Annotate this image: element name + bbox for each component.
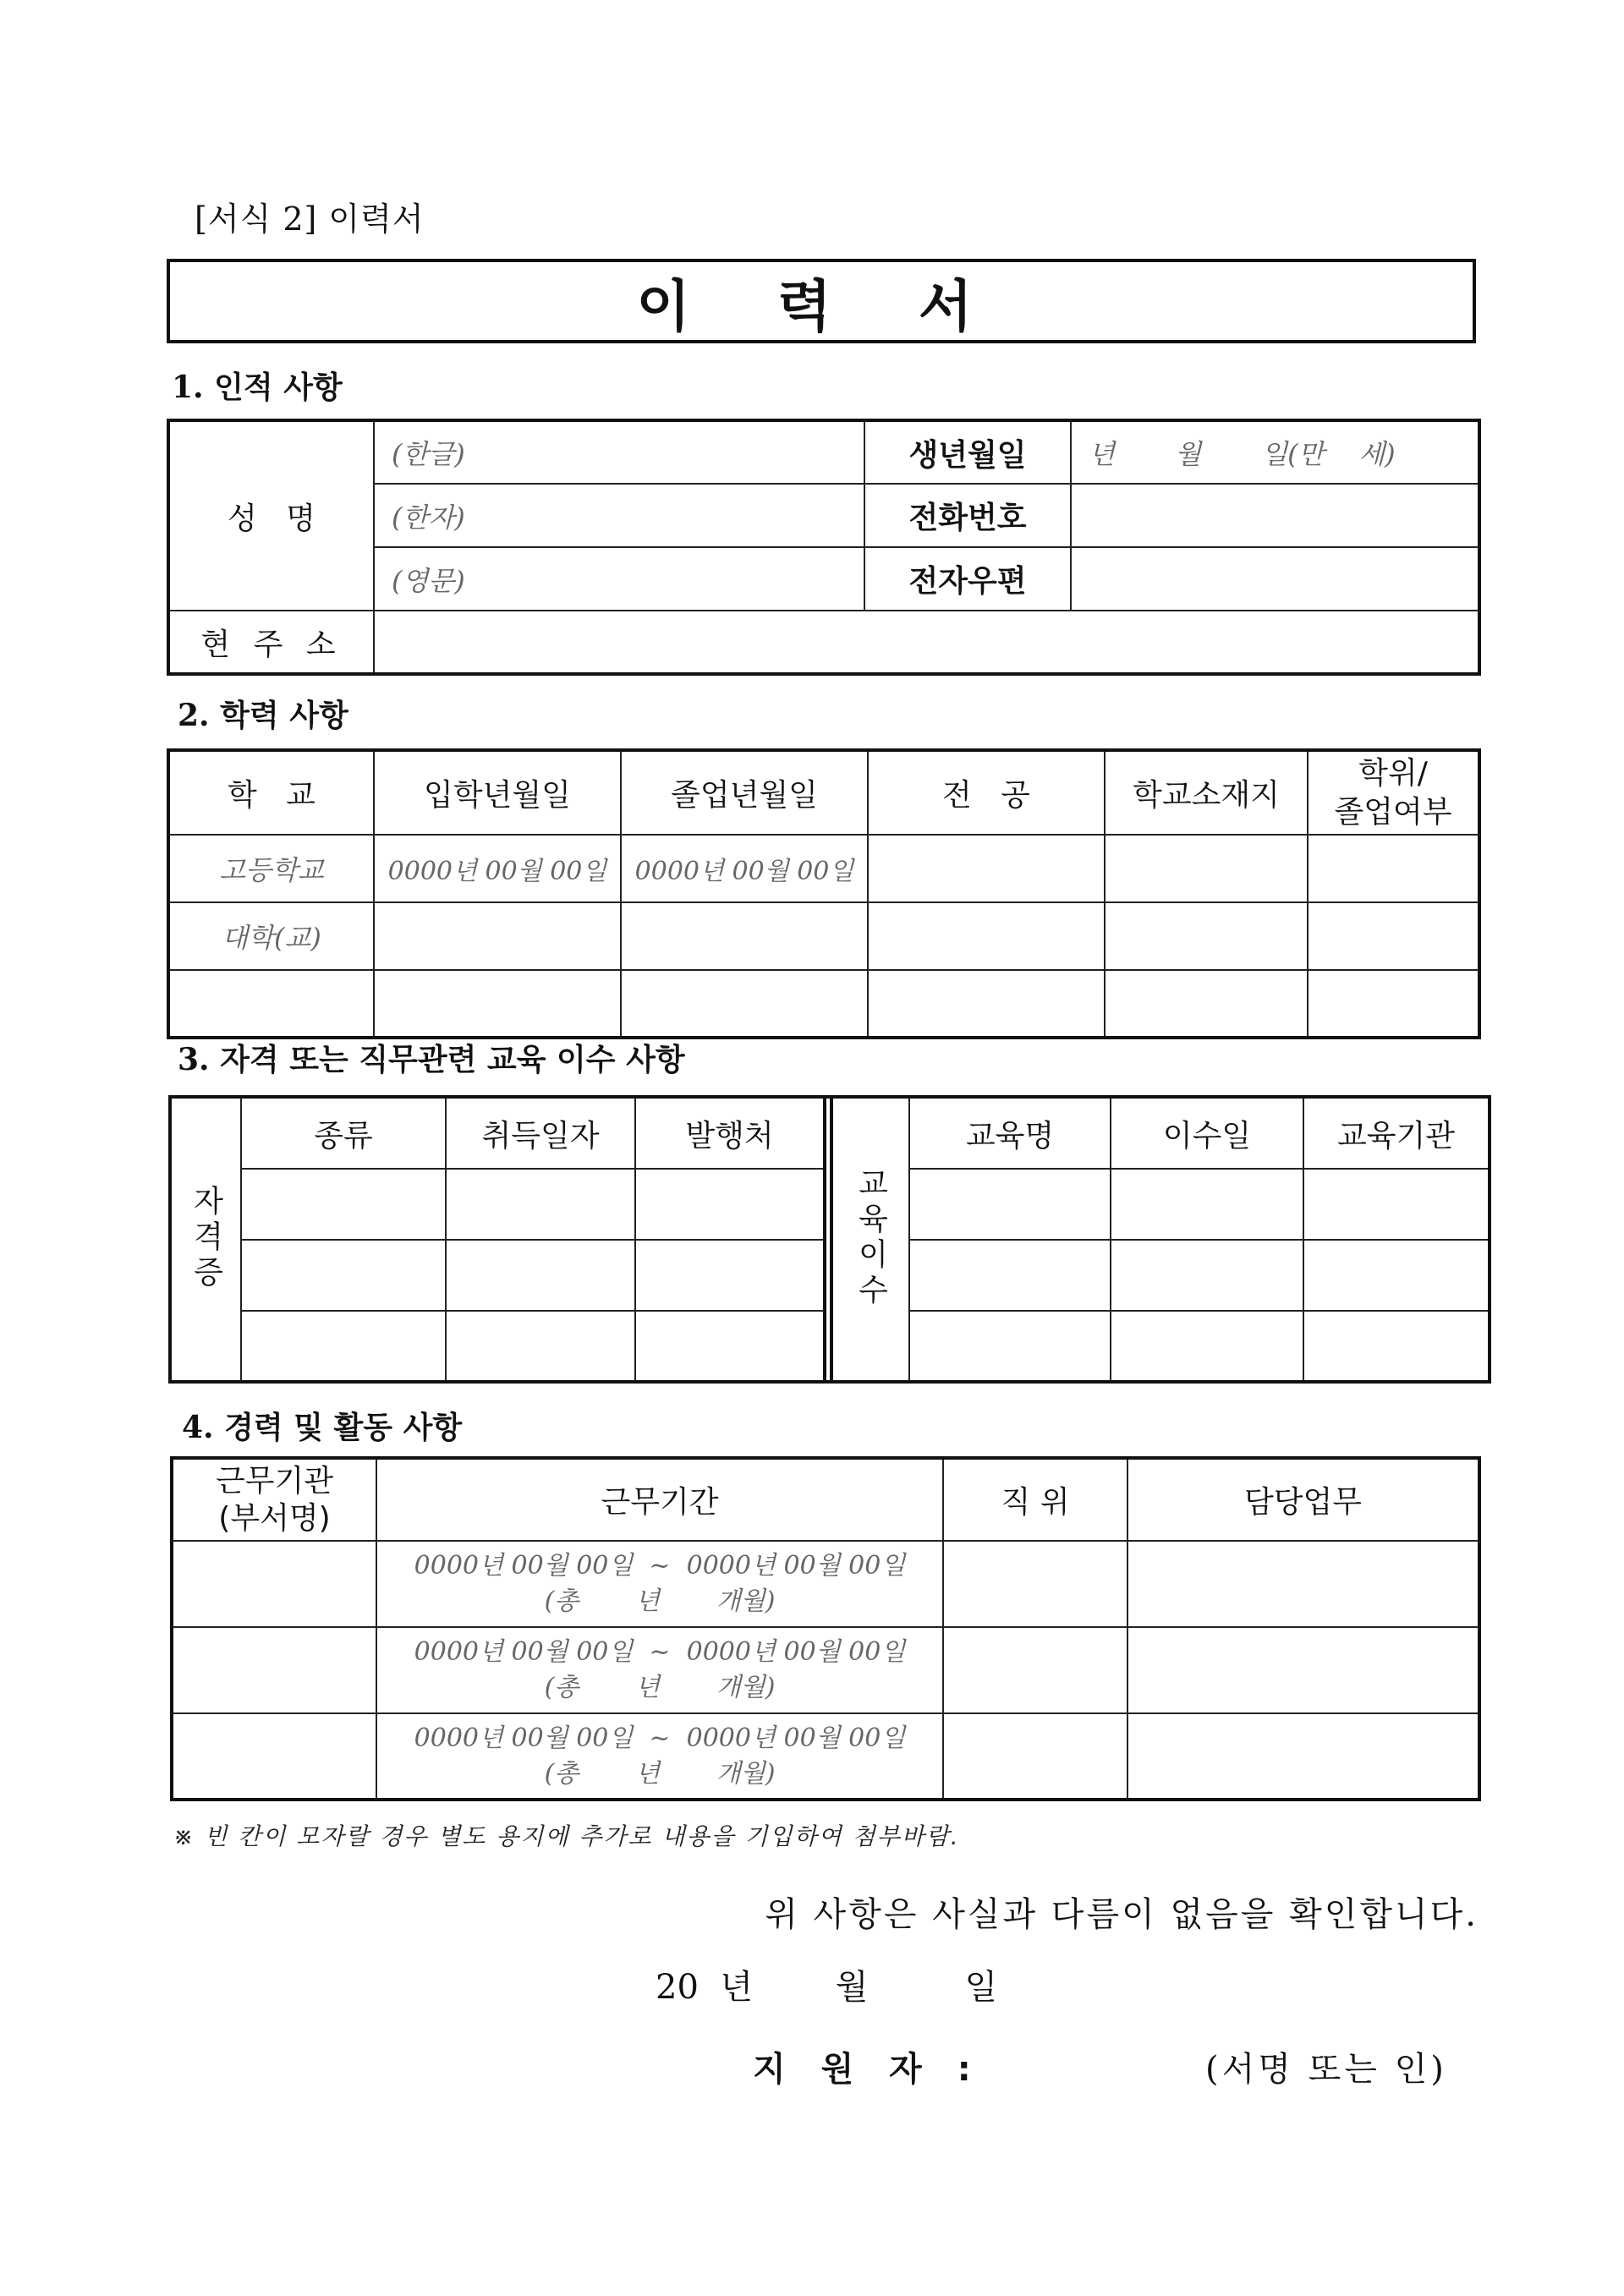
- career-col-duty: 담당업무: [1127, 1458, 1479, 1541]
- course-row-3-name[interactable]: [909, 1311, 1111, 1382]
- course-row-3-institution[interactable]: [1303, 1311, 1490, 1382]
- cert-row-3-issuer[interactable]: [635, 1311, 825, 1382]
- edu-row-3-school[interactable]: [168, 970, 374, 1038]
- career-row-3-duty[interactable]: [1127, 1713, 1479, 1800]
- date-day: 일: [964, 1968, 998, 2007]
- form-label: [서식 2] 이력서: [195, 200, 425, 238]
- edu-row-3-degree[interactable]: [1308, 970, 1479, 1038]
- cert-row-1-type[interactable]: [241, 1169, 446, 1240]
- career-row-1-duty[interactable]: [1127, 1541, 1479, 1627]
- cert-row-3-type[interactable]: [241, 1311, 446, 1382]
- cert-label: 자격증: [189, 1184, 223, 1291]
- course-col-name: 교육명: [909, 1097, 1111, 1169]
- course-row-1-name[interactable]: [909, 1169, 1111, 1240]
- birth-field[interactable]: 년 월 일(만 세): [1071, 420, 1479, 484]
- edu-label-cell: [831, 1097, 909, 1382]
- course-row-2-name[interactable]: [909, 1240, 1111, 1311]
- cert-row-1-date[interactable]: [446, 1169, 635, 1240]
- document-title: 이 력 서: [167, 259, 1476, 343]
- edu-col-school: 학 교: [168, 750, 374, 835]
- signer-label: 지 원 자 :: [753, 2050, 983, 2089]
- email-field[interactable]: [1071, 547, 1479, 611]
- cert-label-cell: [170, 1097, 241, 1382]
- date-line: [656, 1960, 997, 2008]
- course-col-institution: 교육기관: [1303, 1097, 1490, 1169]
- edu-row-2-location[interactable]: [1105, 902, 1308, 970]
- career-row-3-total: (총 년 개월): [544, 1758, 776, 1789]
- course-row-1-institution[interactable]: [1303, 1169, 1490, 1240]
- cert-col-issuer: 발행처: [635, 1097, 825, 1169]
- course-row-1-date[interactable]: [1111, 1169, 1303, 1240]
- edu-col-admission: 입학년월일: [374, 750, 621, 835]
- edu-row-1-admission[interactable]: 0000년 00월 00일: [374, 835, 621, 902]
- career-row-2-position[interactable]: [943, 1627, 1127, 1713]
- course-row-2-institution[interactable]: [1303, 1240, 1490, 1311]
- career-row-1-position[interactable]: [943, 1541, 1127, 1627]
- career-row-1-range: 0000년 00월 00일 ~ 0000년 00월 00일: [414, 1551, 906, 1581]
- cert-row-2-issuer[interactable]: [635, 1240, 825, 1311]
- edu-col-degree: 학위/ 졸업여부: [1308, 750, 1479, 835]
- edu-row-2-school[interactable]: 대학(교): [168, 902, 374, 970]
- career-row-1-period[interactable]: [376, 1541, 943, 1627]
- cert-row-3-date[interactable]: [446, 1311, 635, 1382]
- career-row-3-period[interactable]: [376, 1713, 943, 1800]
- cert-row-2-type[interactable]: [241, 1240, 446, 1311]
- edu-row-1-graduation[interactable]: 0000년 00월 00일: [621, 835, 868, 902]
- career-row-1-total: (총 년 개월): [544, 1586, 776, 1616]
- career-row-2-total: (총 년 개월): [544, 1673, 776, 1702]
- qualifications-table: [168, 1095, 1491, 1384]
- edu-col-graduation: 졸업년월일: [621, 750, 868, 835]
- birth-label: 생년월일: [864, 420, 1071, 484]
- section-career-heading: 4. 경력 및 활동 사항: [182, 1410, 463, 1445]
- edu-row-1-school[interactable]: 고등학교: [168, 835, 374, 902]
- address-field[interactable]: [374, 611, 1479, 674]
- course-row-2-date[interactable]: [1111, 1240, 1303, 1311]
- phone-field[interactable]: [1071, 484, 1479, 547]
- edu-row-2-graduation[interactable]: [621, 902, 868, 970]
- career-col-position: 직 위: [943, 1458, 1127, 1541]
- career-row-2-duty[interactable]: [1127, 1627, 1479, 1713]
- address-label: 현 주 소: [168, 611, 374, 674]
- name-english-field[interactable]: (영문): [374, 547, 864, 611]
- edu-row-1-major[interactable]: [868, 835, 1105, 902]
- cert-row-1-issuer[interactable]: [635, 1169, 825, 1240]
- cert-col-type: 종류: [241, 1097, 446, 1169]
- section-qualifications-heading: 3. 자격 또는 직무관련 교육 이수 사항: [178, 1042, 685, 1077]
- career-row-3-position[interactable]: [943, 1713, 1127, 1800]
- career-row-3-range: 0000년 00월 00일 ~ 0000년 00월 00일: [414, 1723, 906, 1753]
- name-korean-field[interactable]: (한글): [374, 420, 864, 484]
- date-month: 월: [835, 1968, 869, 2007]
- section-personal-heading: 1. 인적 사항: [172, 370, 343, 405]
- personal-table: [167, 419, 1481, 676]
- email-label: 전자우편: [864, 547, 1071, 611]
- cert-row-2-date[interactable]: [446, 1240, 635, 1311]
- career-row-2-period[interactable]: [376, 1627, 943, 1713]
- date-year: 20 년: [656, 1968, 753, 2007]
- edu-row-2-degree[interactable]: [1308, 902, 1479, 970]
- section-education-heading: 2. 학력 사항: [178, 698, 348, 733]
- edu-row-2-admission[interactable]: [374, 902, 621, 970]
- edu-row-1-degree[interactable]: [1308, 835, 1479, 902]
- edu-row-3-major[interactable]: [868, 970, 1105, 1038]
- edu-row-3-graduation[interactable]: [621, 970, 868, 1038]
- career-col-org: 근무기관 (부서명): [172, 1458, 376, 1541]
- edu-row-3-admission[interactable]: [374, 970, 621, 1038]
- edu-row-3-location[interactable]: [1105, 970, 1308, 1038]
- phone-label: 전화번호: [864, 484, 1071, 547]
- career-row-1-org[interactable]: [172, 1541, 376, 1627]
- education-table: [167, 748, 1481, 1039]
- name-hanja-field[interactable]: (한자): [374, 484, 864, 547]
- name-label: 성 명: [168, 420, 374, 611]
- edu-col-location: 학교소재지: [1105, 750, 1308, 835]
- course-col-date: 이수일: [1111, 1097, 1303, 1169]
- career-row-2-org[interactable]: [172, 1627, 376, 1713]
- career-row-2-range: 0000년 00월 00일 ~ 0000년 00월 00일: [414, 1637, 906, 1667]
- note: ※ 빈 칸이 모자랄 경우 별도 용지에 추가로 내용을 기입하여 첨부바람.: [173, 1822, 960, 1850]
- table-divider: [825, 1097, 831, 1382]
- edu-col-major: 전 공: [868, 750, 1105, 835]
- career-table: [170, 1456, 1481, 1801]
- career-row-3-org[interactable]: [172, 1713, 376, 1800]
- career-col-period: 근무기간: [376, 1458, 943, 1541]
- edu-row-1-location[interactable]: [1105, 835, 1308, 902]
- signature-field[interactable]: (서명 또는 인): [1205, 2050, 1447, 2089]
- edu-row-2-major[interactable]: [868, 902, 1105, 970]
- course-row-3-date[interactable]: [1111, 1311, 1303, 1382]
- cert-col-date: 취득일자: [446, 1097, 635, 1169]
- confirm-text: 위 사항은 사실과 다름이 없음을 확인합니다.: [765, 1895, 1479, 1934]
- edu-completion-label: 교육이수: [853, 1166, 888, 1309]
